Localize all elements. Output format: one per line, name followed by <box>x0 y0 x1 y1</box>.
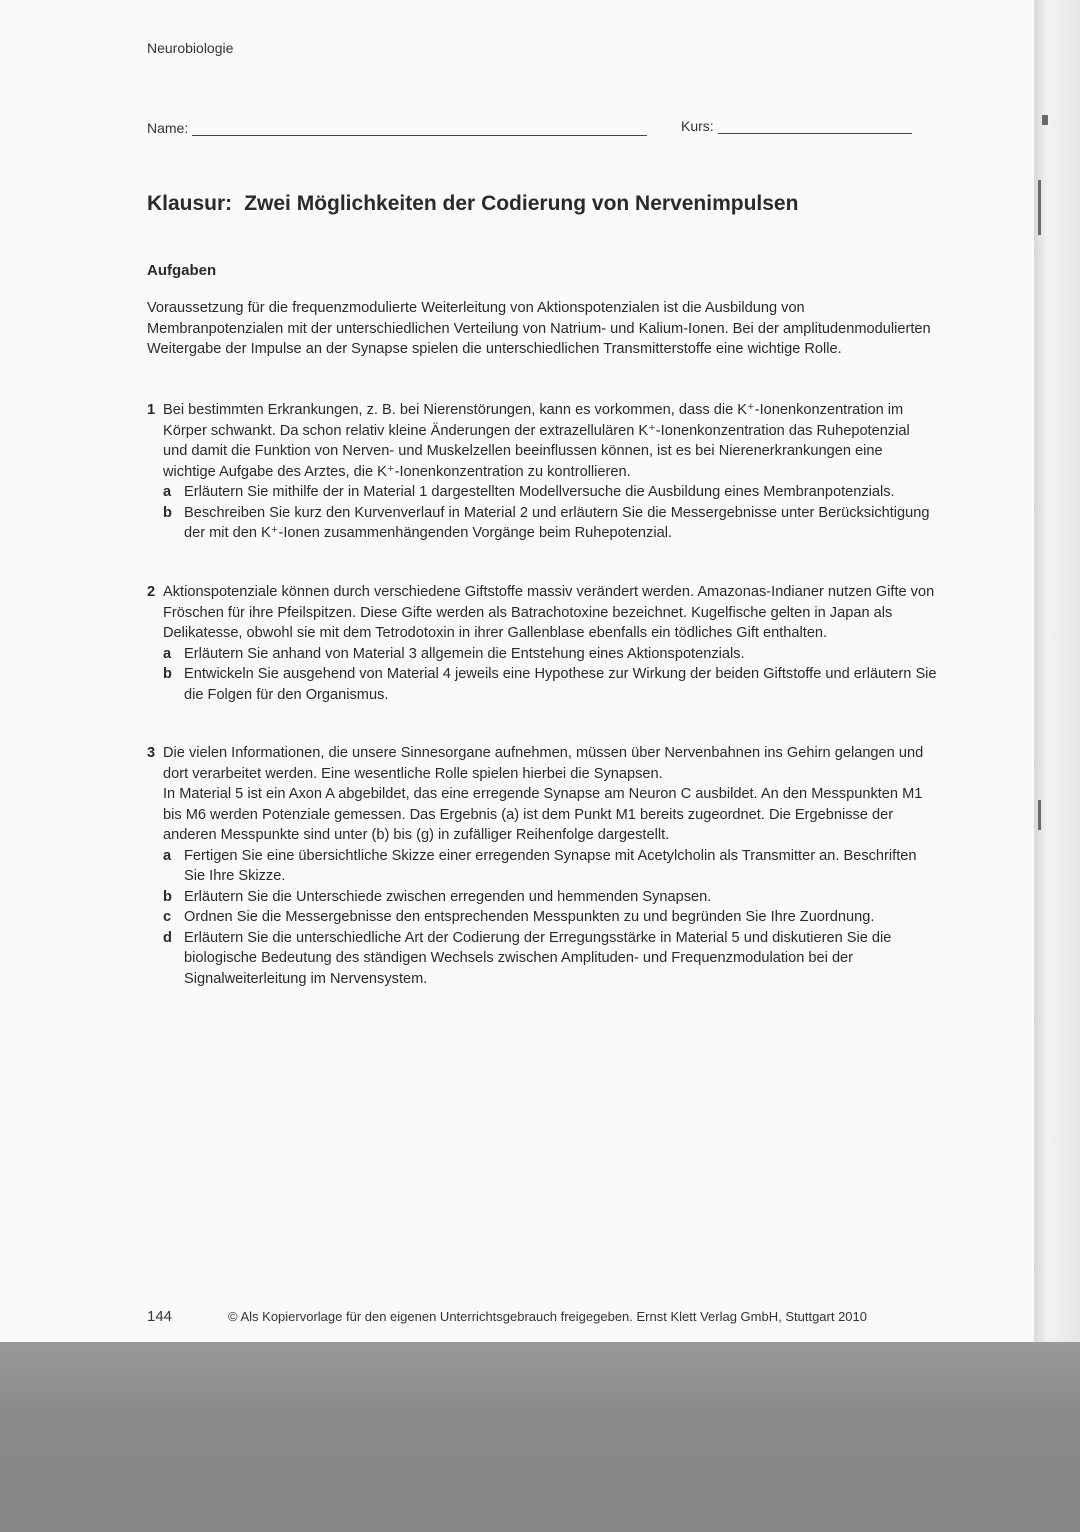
subtask <box>163 907 937 928</box>
task-text-continued: In Material 5 ist ein Axon A abgebildet, das eine erregende Synapse am Neuron C ausbildet. An den Messpunkten M1 bis M6 werden Potenziale gemessen. Das Ergebnis (a) ist dem Punkt M1 bereits zugeordnet. Die Ergebnisse der anderen Messpunkte sind unter (b) bis (g) in zufälliger Reihenfolge dargestellt. <box>163 786 923 843</box>
task-text: Bei bestimmten Erkrankungen, z. B. bei Nierenstörungen, kann es vorkommen, dass die K⁺-Ionenkonzentration im Körper schwankt. Da schon relativ kleine Änderungen der extrazellulären K⁺-Ionenkonzentration das Ruhepotenzial und damit die Funktion von Nerven- und Muskelzellen beeinflussen können, ist es bei Nierenerkrankungen eine wichtige Aufgabe des Arztes, die K⁺-Ionenkonzentration zu kontrollieren. <box>163 402 910 480</box>
subtask-letter: a <box>163 847 172 864</box>
page-edge <box>1034 0 1080 1342</box>
subtask-letter: d <box>163 929 172 946</box>
task-2 <box>147 582 937 705</box>
task-text: Die vielen Informationen, die unsere Sinnesorgane aufnehmen, müssen über Nervenbahnen ins Gehirn gelangen und dort verarbeitet werden. Eine wesentliche Rolle spielen hierbei die Synapsen. <box>163 745 924 782</box>
copyright-notice: © Als Kopiervorlage für den eigenen Unterrichtsgebrauch freigegeben. Ernst Klett Verlag GmbH, Stuttgart 2010 <box>228 1309 867 1324</box>
subtask-text: Erläutern Sie mithilfe der in Material 1 dargestellten Modellversuche die Ausbildung eines Membranpotenzials. <box>184 484 895 500</box>
task-number: 2 <box>147 584 156 600</box>
task-1 <box>147 400 937 544</box>
subtask-letter: a <box>163 645 172 662</box>
edge-mark <box>1038 180 1041 235</box>
subtask <box>163 664 937 705</box>
scanner-background <box>0 1340 1080 1532</box>
subtask-letter: c <box>163 909 172 925</box>
task-number: 3 <box>147 745 156 761</box>
page-number: 144 <box>147 1308 173 1325</box>
intro-paragraph: Voraussetzung für die frequenzmodulierte Weiterleitung von Aktionspotenzialen ist die Ausbildung von Membranpotenzialen mit der unterschiedlichen Verteilung von Natrium- und Kalium-Ionen. Bei der amplitudenmodulierten Weitergabe der Impulse an der Synapse spielen die unterschiedlichen Transmitterstoffe eine wichtige Rolle. <box>147 300 931 357</box>
subtask <box>163 928 937 990</box>
kurs-line <box>718 119 912 134</box>
subtask-letter: b <box>163 888 172 905</box>
subtask-letter: b <box>163 504 172 521</box>
task-3 <box>147 743 937 989</box>
subtask-letter: a <box>163 484 172 500</box>
name-label: Name: <box>147 120 189 136</box>
subtask <box>163 846 937 887</box>
subtask-text: Erläutern Sie die unterschiedliche Art der Codierung der Erregungsstärke in Material 5 und diskutieren Sie die biologische Bedeutung des ständigen Wechsels zwischen Amplituden- und Frequenzmodulation bei der Signalweiterleitung im Nervensystem. <box>184 929 892 987</box>
subtask-text: Entwickeln Sie ausgehend von Material 4 jeweils eine Hypothese zur Wirkung der beiden Giftstoffe und erläutern Sie die Folgen für den Organismus. <box>184 666 937 703</box>
subtask-text: Erläutern Sie anhand von Material 3 allgemein die Entstehung eines Aktionspotenzials. <box>184 645 745 662</box>
title-text: Zwei Möglichkeiten der Codierung von Nervenimpulsen <box>244 192 799 215</box>
subtask-letter: b <box>163 666 172 682</box>
page-title <box>147 192 798 216</box>
subtask-text: Beschreiben Sie kurz den Kurvenverlauf in Material 2 und erläutern Sie die Messergebnisse unter Berücksichtigung der mit den K⁺-Ionen zusammenhängenden Vorgänge beim Ruhepotenzial. <box>184 504 930 541</box>
task-text: Aktionspotenziale können durch verschiedene Giftstoffe massiv verändert werden. Amazonas-Indianer nutzen Gifte von Fröschen für ihre Pfeilspitzen. Diese Gifte werden als Batrachotoxine bezeichnet. Kugelfische gelten in Japan als Delikatesse, obwohl sie mit dem Tetrodotoxin in ihrer Gallenblase ebenfalls ein tödliches Gift enthalten. <box>163 584 935 641</box>
task-number: 1 <box>147 402 156 418</box>
edge-mark <box>1042 115 1048 125</box>
subtask-text: Erläutern Sie die Unterschiede zwischen erregenden und hemmenden Synapsen. <box>184 888 712 905</box>
kurs-field <box>681 118 912 134</box>
edge-mark <box>1038 800 1041 830</box>
subtask-text: Ordnen Sie die Messergebnisse den entsprechenden Messpunkten zu und begründen Sie Ihre Zuordnung. <box>184 909 875 925</box>
subtask <box>163 503 937 544</box>
subtask <box>163 644 937 665</box>
subtask-text: Fertigen Sie eine übersichtliche Skizze einer erregenden Synapse mit Acetylcholin als Transmitter an. Beschriften Sie Ihre Skizze. <box>184 847 917 884</box>
section-heading: Aufgaben <box>147 262 217 279</box>
name-field <box>147 120 647 136</box>
title-label: Klausur: <box>147 192 233 215</box>
subtask <box>163 887 937 908</box>
kurs-label: Kurs: <box>681 118 714 134</box>
subject-header: Neurobiologie <box>147 40 234 56</box>
subtask <box>163 482 937 503</box>
name-line <box>192 121 647 136</box>
